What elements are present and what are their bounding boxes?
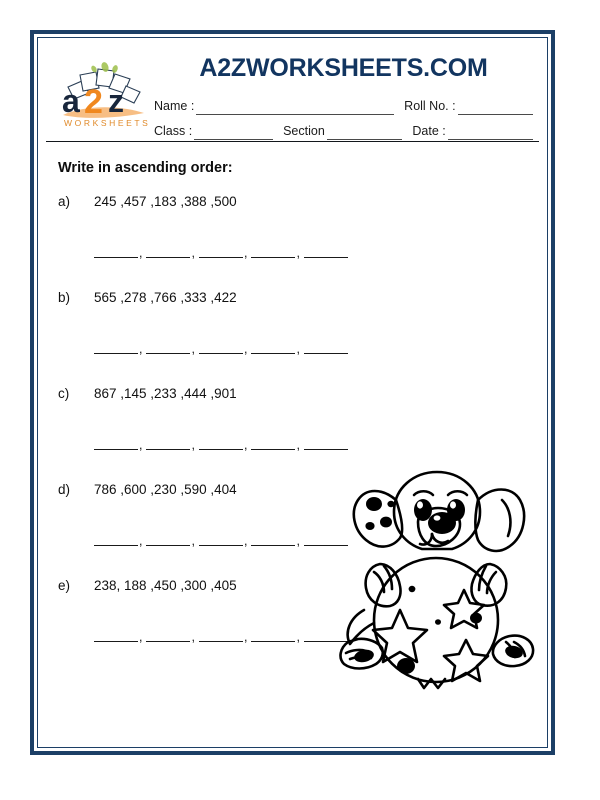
answer-separator: , [139,534,143,548]
class-input[interactable] [194,126,273,140]
answer-blank[interactable] [94,246,138,258]
a2z-logo [58,60,150,130]
answer-blank[interactable] [199,438,243,450]
answer-separator: , [243,342,248,356]
svg-text:WORKSHEETS: WORKSHEETS [64,118,150,128]
question-prompt [46,194,539,218]
answer-blank[interactable] [251,438,295,450]
answer-blank[interactable] [146,630,190,642]
question-prompt [46,290,539,314]
class-section-date-row [154,115,535,140]
question-numbers: 786 ,600 ,230 ,590 ,404 [94,482,237,497]
answer-blank[interactable] [146,438,190,450]
question-prompt [46,578,539,602]
answer-blank[interactable] [304,438,348,450]
answer-blank[interactable] [251,630,295,642]
answer-blank[interactable] [94,534,138,546]
question-marker: e) [58,578,71,593]
answer-blank[interactable] [304,246,348,258]
section-label: Section [283,124,325,138]
date-input[interactable] [448,126,533,140]
answer-separator: , [139,246,143,260]
answer-blank[interactable] [146,342,190,354]
answer-separator: , [296,342,300,356]
question-prompt [46,482,539,506]
question-prompt [46,386,539,410]
answer-blank[interactable] [146,246,190,258]
date-label: Date : [412,124,446,138]
question-numbers: 565 ,278 ,766 ,333 ,422 [94,290,237,305]
answer-blank[interactable] [94,342,138,354]
answer-separator: , [139,438,143,452]
answer-blank[interactable] [251,342,295,354]
answer-separator: , [243,630,248,644]
roll-no-label: Roll No. : [404,99,456,113]
question-marker: c) [58,386,70,401]
question-list [46,194,539,674]
answer-blank[interactable] [94,630,138,642]
answer-separator: , [243,534,248,548]
svg-text:z: z [108,83,124,119]
worksheet-sheet [46,46,539,739]
answer-blank[interactable] [199,534,243,546]
answer-separator: , [296,534,300,548]
question-item [46,290,539,386]
worksheet-inner-border [37,37,548,748]
question-item [46,194,539,290]
answer-blank[interactable] [304,534,348,546]
answer-blanks [46,240,539,258]
answer-blank[interactable] [94,438,138,450]
question-marker: a) [58,194,71,209]
student-info-fields [154,90,535,140]
instruction-heading: Write in ascending order: [58,160,233,176]
a2z-logo-svg [58,60,150,130]
answer-blank[interactable] [199,630,243,642]
svg-text:a: a [62,83,80,119]
site-title: A2ZWORKSHEETS.COM [199,54,488,82]
answer-separator: , [243,438,248,452]
question-item [46,386,539,482]
answer-separator: , [191,630,195,644]
answer-blanks [46,528,539,546]
question-item [46,578,539,674]
svg-text:2: 2 [84,83,103,121]
answer-separator: , [191,534,195,548]
question-numbers: 245 ,457 ,183 ,388 ,500 [94,194,237,209]
answer-blank[interactable] [146,534,190,546]
answer-separator: , [296,438,300,452]
answer-blank[interactable] [251,534,295,546]
question-numbers: 238, 188 ,450 ,300 ,405 [94,578,237,593]
answer-blank[interactable] [199,342,243,354]
answer-separator: , [139,342,143,356]
class-label: Class : [154,124,193,138]
worksheet-header [46,46,539,142]
answer-blank[interactable] [199,246,243,258]
answer-separator: , [296,630,300,644]
roll-no-input[interactable] [458,101,533,115]
answer-separator: , [191,246,195,260]
name-label: Name : [154,99,195,113]
question-item [46,482,539,578]
name-input[interactable] [196,101,394,115]
section-input[interactable] [327,126,402,140]
answer-blank[interactable] [304,342,348,354]
answer-separator: , [243,246,248,260]
answer-blanks [46,336,539,354]
question-marker: d) [58,482,71,497]
question-numbers: 867 ,145 ,233 ,444 ,901 [94,386,237,401]
answer-blanks [46,624,539,642]
answer-separator: , [296,246,300,260]
question-marker: b) [58,290,71,305]
answer-blank[interactable] [304,630,348,642]
answer-separator: , [139,630,143,644]
answer-separator: , [191,342,195,356]
answer-blanks [46,432,539,450]
name-roll-row [154,90,535,115]
worksheet-outer-border [30,30,555,755]
answer-separator: , [191,438,195,452]
answer-blank[interactable] [251,246,295,258]
